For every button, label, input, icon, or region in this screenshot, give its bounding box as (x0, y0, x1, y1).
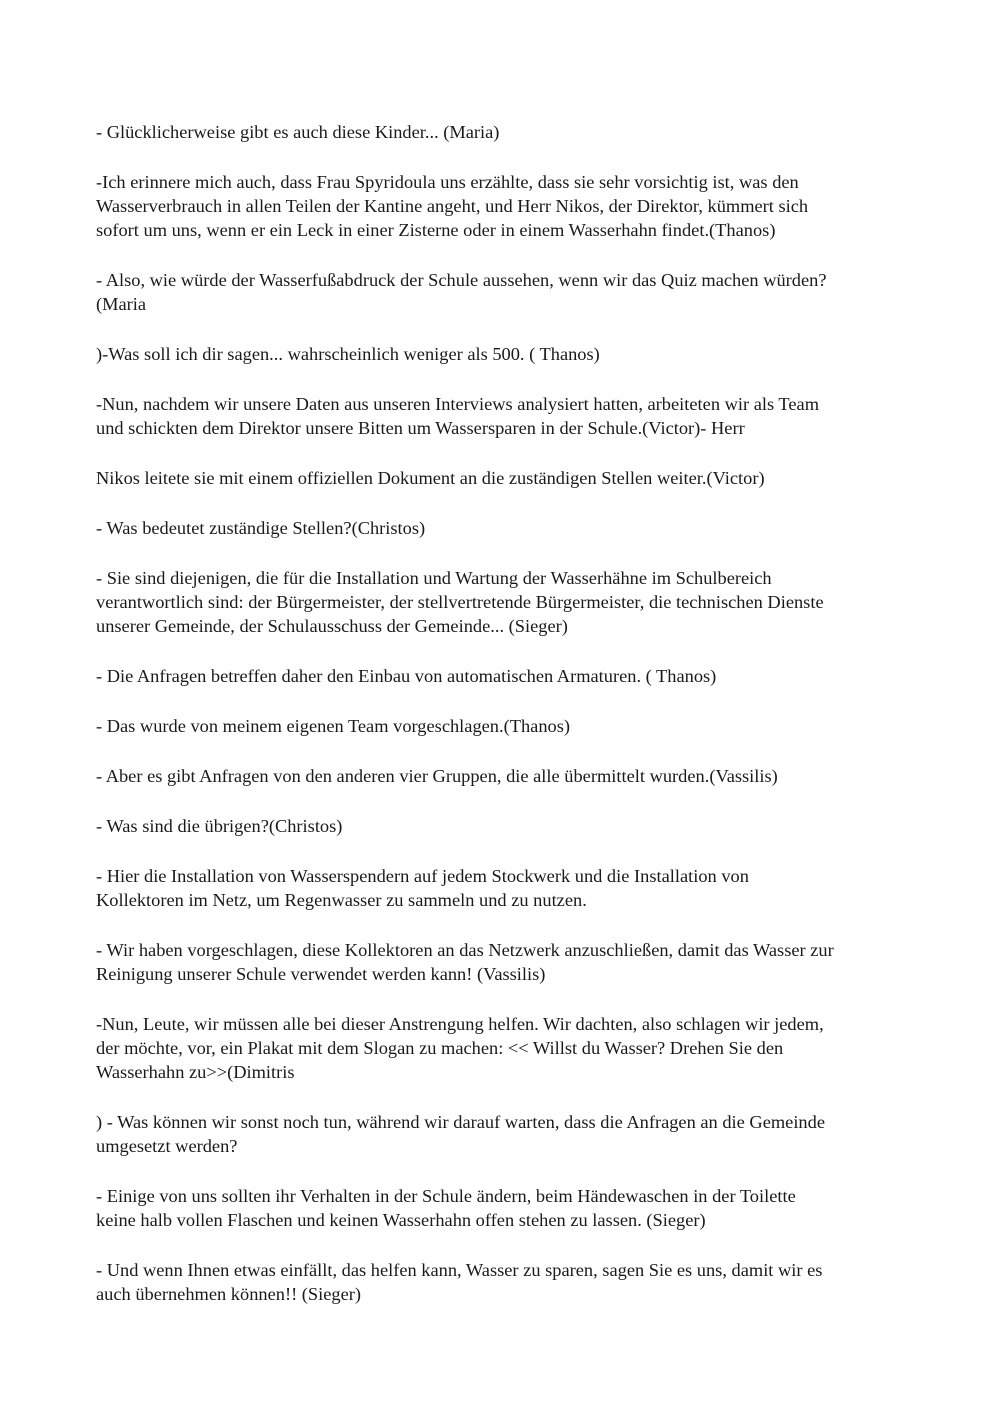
text-line: - Und wenn Ihnen etwas einfällt, das helfen kann, Wasser zu sparen, sagen Sie es uns, damit wir es (96, 1260, 823, 1280)
paragraph-13 (96, 864, 908, 912)
text-line: keine halb vollen Flaschen und keinen Wasserhahn offen stehen zu lassen. (Sieger) (96, 1210, 706, 1230)
text-line: -Ich erinnere mich auch, dass Frau Spyridoula uns erzählte, dass sie sehr vorsichtig ist, was den (96, 172, 799, 192)
text-line: Wasserverbrauch in allen Teilen der Kantine angeht, und Herr Nikos, der Direktor, kümmert sich (96, 196, 809, 216)
text-line: -Nun, nachdem wir unsere Daten aus unseren Interviews analysiert hatten, arbeiteten wir als Team (96, 394, 819, 414)
text-line: - Was bedeutet zuständige Stellen?(Christos) (96, 518, 426, 538)
paragraph-7 (96, 516, 908, 540)
text-line: - Also, wie würde der Wasserfußabdruck der Schule aussehen, wenn wir das Quiz machen würden? (96, 270, 827, 290)
text-line: sofort um uns, wenn er ein Leck in einer Zisterne oder in einem Wasserhahn findet.(Thanos) (96, 220, 776, 240)
text-line: und schickten dem Direktor unsere Bitten um Wassersparen in der Schule.(Victor)- Herr (96, 418, 745, 438)
text-line: Wasserhahn zu>>(Dimitris (96, 1062, 295, 1082)
paragraph-12 (96, 814, 908, 838)
paragraph-17 (96, 1184, 908, 1232)
paragraph-5 (96, 392, 908, 440)
paragraph-11 (96, 764, 908, 788)
paragraph-14 (96, 938, 908, 986)
text-line: umgesetzt werden? (96, 1136, 238, 1156)
paragraph-16 (96, 1110, 908, 1158)
paragraph-8 (96, 566, 908, 638)
text-line: - Sie sind diejenigen, die für die Installation und Wartung der Wasserhähne im Schulbereich (96, 568, 772, 588)
text-line: unserer Gemeinde, der Schulausschuss der Gemeinde... (Sieger) (96, 616, 568, 636)
text-line: - Hier die Installation von Wasserspendern auf jedem Stockwerk und die Installation von (96, 866, 749, 886)
text-line: - Einige von uns sollten ihr Verhalten in der Schule ändern, beim Händewaschen in der Toilette (96, 1186, 796, 1206)
paragraph-4 (96, 342, 908, 366)
paragraph-3 (96, 268, 908, 316)
text-line: - Die Anfragen betreffen daher den Einbau von automatischen Armaturen. ( Thanos) (96, 666, 717, 686)
text-line: auch übernehmen können!! (Sieger) (96, 1284, 362, 1304)
paragraph-18 (96, 1258, 908, 1306)
text-line: )-Was soll ich dir sagen... wahrscheinlich weniger als 500. ( Thanos) (96, 344, 600, 364)
text-line: verantwortlich sind: der Bürgermeister, der stellvertretende Bürgermeister, die technischen Dienste (96, 592, 824, 612)
text-line: - Glücklicherweise gibt es auch diese Kinder... (Maria) (96, 122, 500, 142)
paragraph-2 (96, 170, 908, 242)
text-line: der möchte, vor, ein Plakat mit dem Slogan zu machen: << Willst du Wasser? Drehen Sie den (96, 1038, 784, 1058)
text-line: Kollektoren im Netz, um Regenwasser zu sammeln und zu nutzen. (96, 890, 587, 910)
text-line: Nikos leitete sie mit einem offiziellen Dokument an die zuständigen Stellen weiter.(Victor) (96, 468, 765, 488)
text-line: (Maria (96, 294, 147, 314)
paragraph-9 (96, 664, 908, 688)
paragraph-1 (96, 120, 908, 144)
text-line: -Nun, Leute, wir müssen alle bei dieser Anstrengung helfen. Wir dachten, also schlagen wir jedem, (96, 1014, 824, 1034)
text-line: - Das wurde von meinem eigenen Team vorgeschlagen.(Thanos) (96, 716, 570, 736)
text-line: Reinigung unserer Schule verwendet werden kann! (Vassilis) (96, 964, 546, 984)
text-line: - Was sind die übrigen?(Christos) (96, 816, 343, 836)
text-line: - Wir haben vorgeschlagen, diese Kollektoren an das Netzwerk anzuschließen, damit das Wasser zur (96, 940, 834, 960)
paragraph-15 (96, 1012, 908, 1084)
text-line: ) - Was können wir sonst noch tun, während wir darauf warten, dass die Anfragen an die Gemeinde (96, 1112, 825, 1132)
document-page (96, 120, 908, 1332)
paragraph-10 (96, 714, 908, 738)
text-line: - Aber es gibt Anfragen von den anderen vier Gruppen, die alle übermittelt wurden.(Vassilis) (96, 766, 778, 786)
paragraph-6 (96, 466, 908, 490)
